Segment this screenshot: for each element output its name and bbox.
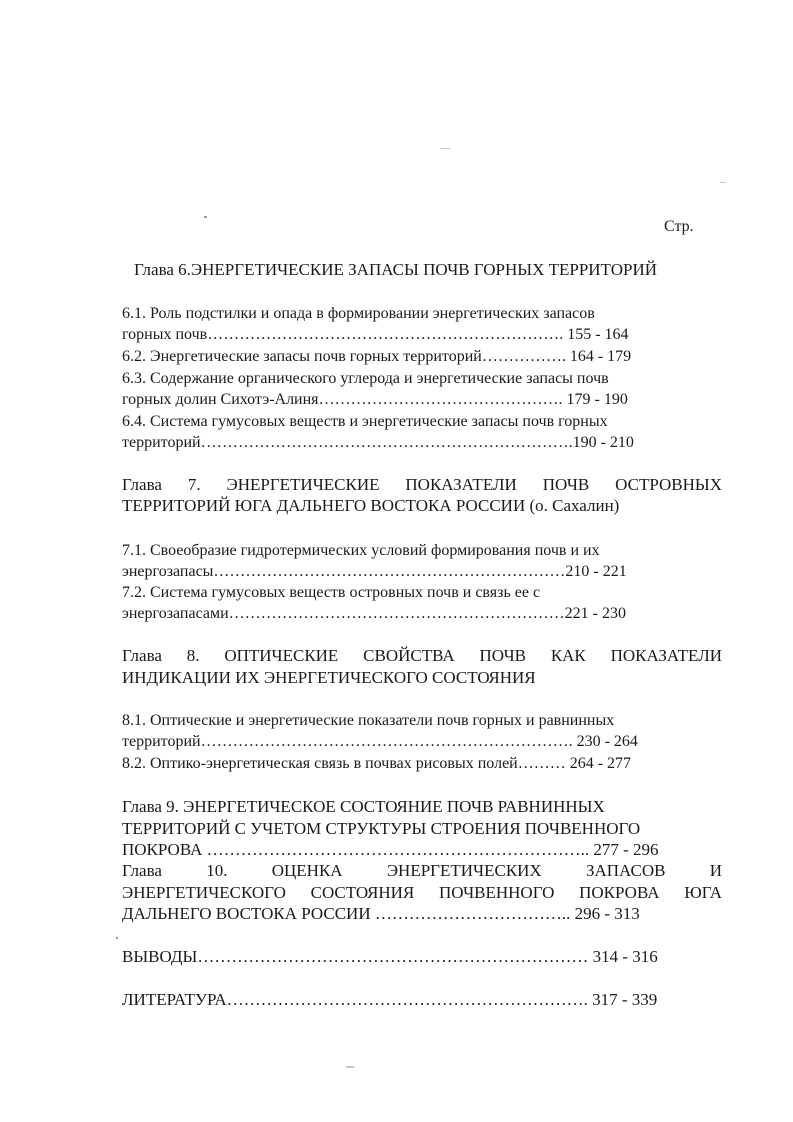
toc-item-6-4-line1: 6.4. Система гумусовых веществ и энергетические запасы почв горных	[122, 413, 608, 430]
toc-item-7-2-line2: энергозапасами………………………………………………………221 - 230	[122, 605, 626, 622]
toc-item-8-1-line2: территорий……………………………………………………………. 230 - 264	[122, 733, 638, 750]
page-column-header: Стр.	[664, 218, 694, 235]
toc-item-7-1-line1: 7.1. Своеобразие гидротермических условий формирования почв и их	[122, 542, 600, 559]
toc-item-6-1-line2: горных почв…………………………………………………………. 155 - 164	[122, 326, 629, 343]
toc-item-8-2: 8.2. Оптико-энергетическая связь в почвах рисовых полей……… 264 - 277	[122, 755, 632, 772]
toc-item-8-1-line1: 8.1. Оптические и энергетические показатели почв горных и равнинных	[122, 712, 615, 729]
scan-speck	[440, 148, 450, 149]
chapter-7-title-line1: Глава 7. ЭНЕРГЕТИЧЕСКИЕ ПОКАЗАТЕЛИ ПОЧВ ОСТРОВНЫХ	[122, 475, 722, 494]
chapter-8-title-line1: Глава 8. ОПТИЧЕСКИЕ СВОЙСТВА ПОЧВ КАК ПОКАЗАТЕЛИ	[122, 646, 722, 665]
scan-speck	[116, 937, 118, 939]
chapter-10-title-line3: ДАЛЬНЕГО ВОСТОКА РОССИИ …………………………….. 296 - 313	[122, 904, 640, 923]
scan-speck	[720, 182, 726, 183]
toc-item-7-2-line1: 7.2. Система гумусовых веществ островных почв и связь ее с	[122, 584, 541, 601]
chapter-9-title-line3: ПОКРОВА ………………………………………………………….. 277 - 296	[122, 840, 659, 859]
chapter-7-title-line2: ТЕРРИТОРИЙ ЮГА ДАЛЬНЕГО ВОСТОКА РОССИИ (о. Сахалин)	[122, 496, 620, 515]
chapter-6-title: Глава 6.ЭНЕРГЕТИЧЕСКИЕ ЗАПАСЫ ПОЧВ ГОРНЫХ ТЕРРИТОРИЙ	[134, 260, 658, 279]
chapter-9-title-line1: Глава 9. ЭНЕРГЕТИЧЕСКОЕ СОСТОЯНИЕ ПОЧВ РАВНИННЫХ	[122, 797, 605, 816]
scan-speck	[346, 1066, 354, 1068]
toc-item-6-3-line2: горных долин Сихотэ-Алиня………………………………………. 179 - 190	[122, 391, 628, 408]
scan-speck	[204, 216, 207, 218]
toc-item-6-3-line1: 6.3. Содержание органического углерода и энергетические запасы почв	[122, 370, 609, 387]
toc-item-6-2: 6.2. Энергетические запасы почв горных территорий……………. 164 - 179	[122, 348, 632, 365]
toc-item-6-1-line1: 6.1. Роль подстилки и опада в формировании энергетических запасов	[122, 305, 595, 322]
chapter-10-title-line1: Глава 10. ОЦЕНКА ЭНЕРГЕТИЧЕСКИХ ЗАПАСОВ И	[122, 861, 722, 880]
toc-conclusions: ВЫВОДЫ…………………………………………………………… 314 - 316	[122, 947, 658, 966]
chapter-10-title-line2: ЭНЕРГЕТИЧЕСКОГО СОСТОЯНИЯ ПОЧВЕННОГО ПОКРОВА ЮГА	[122, 883, 722, 902]
toc-literature: ЛИТЕРАТУРА………………………………………………………. 317 - 339	[122, 990, 658, 1009]
toc-item-7-1-line2: энергозапасы…………………………………………………………210 - 221	[122, 563, 627, 580]
toc-item-6-4-line2: территорий…………………………………………………………….190 - 210	[122, 434, 634, 451]
chapter-9-title-line2: ТЕРРИТОРИЙ С УЧЕТОМ СТРУКТУРЫ СТРОЕНИЯ ПОЧВЕННОГО	[122, 819, 641, 838]
chapter-8-title-line2: ИНДИКАЦИИ ИХ ЭНЕРГЕТИЧЕСКОГО СОСТОЯНИЯ	[122, 668, 536, 687]
